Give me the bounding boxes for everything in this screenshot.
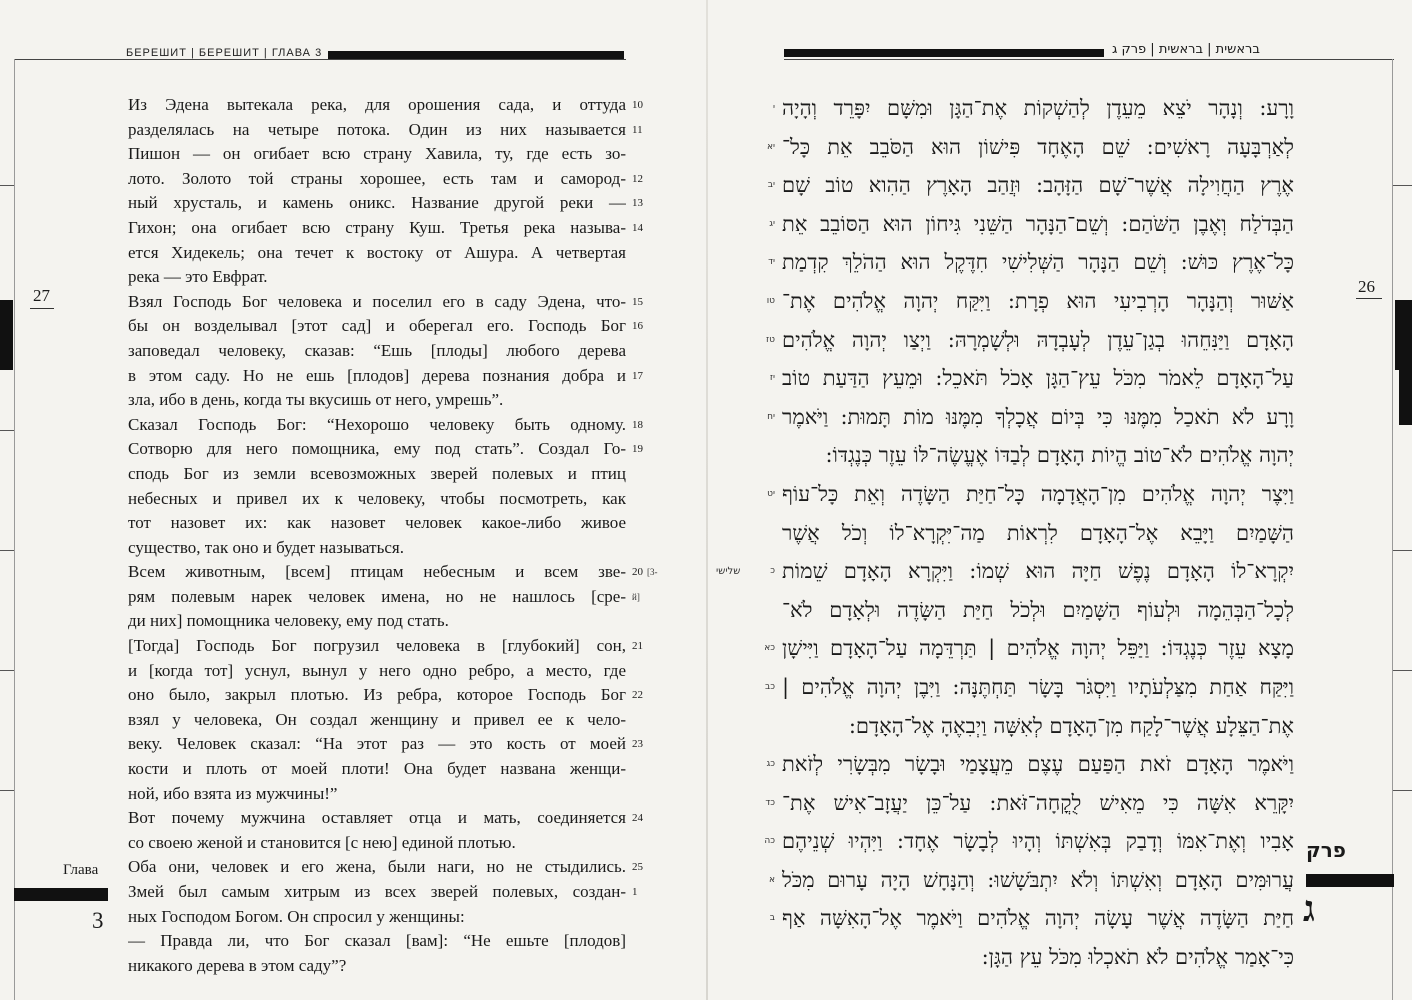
verse-number-value: 25 <box>632 861 643 874</box>
text-line: עַל־הָאָדָם לֵאמֹר מִכֹּל עֵץ־הַגָּן אָכֹל תֹּאכֵל: וּמֵעֵץ הַדַּעַת טוֹב <box>782 366 1294 391</box>
verse-number <box>632 413 662 438</box>
text-line: חַיַּת הַשָּׂדֶה אֲשֶׁר עָשָׂה יְהוָה אֱלֹהִים וַיֹּאמֶר אֶל־הָאִשָּׁה אַף <box>782 906 1294 931</box>
verse-number-value: 1 <box>632 886 638 898</box>
verse-number-value: 23 <box>632 738 643 751</box>
text-line: אָבִיו וְאֶת־אִמּוֹ וְדָבַק בְּאִשְׁתּוֹ וְהָיוּ לְבָשָׂר אֶחָד: וַיִּהְיוּ שְׁנֵיהֶם <box>782 829 1294 854</box>
verse-number <box>745 938 775 977</box>
text-line: וַיִּקַּח אַחַת מִצַּלְעֹתָיו וַיִּסְגֹּר בָּשָׂר תַּחְתֶּנָּה: וַיִּבֶן יְהוָה אֱלֹהִים | <box>782 674 1294 699</box>
text-line: אַשּׁוּר וְהַנָּהָר הָרְבִיעִי הוּא פְרָת: וַיִּקַּח יְהוָה אֱלֹהִים אֶת־ <box>782 288 1294 313</box>
verse-number <box>745 475 775 514</box>
verse-number <box>745 552 775 591</box>
text-line: ется Хидекель; она течет к востоку от Ашура. А четвертая <box>128 242 626 262</box>
right-page-number-rule <box>1356 298 1382 299</box>
verse-number <box>632 634 662 659</box>
text-line: оно было, закрыл плотью. Из ребра, которое Господь Бог <box>128 685 626 705</box>
chapter-number: 3 <box>92 908 104 933</box>
right-thumb-index-tab <box>1395 300 1412 370</box>
verse-number-value: יג <box>769 218 775 229</box>
verse-number <box>632 683 662 708</box>
text-line: взял у человека, Он создал женщину и привел ее к чело- <box>128 709 626 729</box>
verse-number <box>745 436 775 475</box>
verse-number <box>632 388 662 413</box>
right-edge-tick <box>1393 790 1412 791</box>
verse-number <box>745 745 775 784</box>
text-line: — Правда ли, что Бог сказал [вам]: “Не ешьте [плодов] <box>128 931 626 951</box>
text-line: со своею женой и становится [с нею] единой плотью. <box>128 832 516 852</box>
text-line: ной, ибо взята из мужчины!” <box>128 783 338 803</box>
right-thumb-index-tab <box>1399 370 1412 425</box>
text-line: וַיִּצֶר יְהוָה אֱלֹהִים מִן־הָאֲדָמָה כָּל־חַיַּת הַשָּׂדֶה וְאֵת כָּל־עוֹף <box>782 481 1294 506</box>
text-line: небесных и привел их к человеку, чтобы посмотреть, как <box>128 488 626 508</box>
verse-number <box>632 855 662 880</box>
aliyah-marker: שלישי <box>716 566 741 577</box>
verse-number-value: יא <box>766 141 775 152</box>
verse-number-value: יב <box>767 180 775 191</box>
verse-number <box>632 560 662 602</box>
text-line: וַיֹּאמֶר הָאָדָם זֹאת הַפַּעַם עֶצֶם מֵעֲצָמַי וּבָשָׂר מִבְּשָׂרִי לְזֹאת <box>782 752 1294 777</box>
text-line: Из Эдена вытекала река, для орошения сада, и оттуда <box>128 95 626 114</box>
text-line: Вот почему мужчина оставляет отца и мать, соединяется <box>128 808 626 828</box>
text-line: יִקְרָא־לוֹ הָאָדָם נֶפֶשׁ חַיָּה הוּא שְׁמוֹ: וַיִּקְרָא הָאָדָם שֵׁמוֹת <box>782 559 1294 584</box>
chapter-bar <box>14 888 108 901</box>
text-line: יְהוָה אֱלֹהִים לֹא־טוֹב הֱיוֹת הָאָדָם לְבַדּוֹ אֶעֱשֶׂה־לּוֹ עֵזֶר כְּנֶגְדּוֹ: <box>825 443 1294 468</box>
verse-number <box>632 831 662 856</box>
right-edge-tick <box>1393 185 1412 186</box>
text-line: разделялась на четыре потока. Один из них называется <box>128 119 626 139</box>
text-line: הַבְּדֹלַח וְאֶבֶן הַשֹּׁהַם: וְשֵׁם־הַנָּהָר הַשֵּׁנִי גִּיחוֹן הוּא הַסּוֹבֵב אֵת <box>782 211 1294 236</box>
verse-number <box>632 339 662 364</box>
reading-note: [3-й] <box>632 567 658 602</box>
verse-number-value: 18 <box>632 418 643 431</box>
verse-number <box>632 118 662 143</box>
verse-number <box>632 462 662 487</box>
text-line: כָּל־אֶרֶץ כּוּשׁ: וְשֵׁם הַנָּהָר הַשְּׁלִישִׁי חִדֶּקֶל הוּא הַהֹלֵךְ קִדְמַת <box>782 250 1294 275</box>
text-line: הַשָּׁמַיִם וַיָּבֵא אֶל־הָאָדָם לִרְאוֹת מַה־יִּקְרָא־לוֹ וְכֹל אֲשֶׁר <box>782 520 1294 545</box>
text-line: Гихон; она огибает всю страну Куш. Третья река называ- <box>128 217 626 237</box>
text-line: в этом саду. Но не ешь [плодов] дерева познания добра и <box>128 365 626 385</box>
text-line: тот назовет их: как назовет человек какое-либо живое <box>128 513 626 533</box>
verse-number <box>632 241 662 266</box>
verse-number-value: כא <box>764 643 775 654</box>
text-line: сподь Бог из земли всевозможных зверей полевых и птиц <box>128 463 626 483</box>
verse-number <box>632 609 662 634</box>
verse-number-value: יד <box>768 257 775 268</box>
left-page-number-rule <box>30 308 54 309</box>
text-line: וָרָע: וְנָהָר יֹצֵא מֵעֵדֶן לְהַשְׁקוֹת אֶת־הַגָּן וּמִשָּׁם יִפָּרֵד וְהָיָה <box>782 96 1294 120</box>
verse-number-value: יט <box>767 488 775 499</box>
verse-number-value: 10 <box>632 99 643 111</box>
text-line: Оба они, человек и его жена, были наги, но не стыдились. <box>128 857 626 877</box>
verse-number-value: 13 <box>632 197 643 210</box>
verse-number <box>632 142 662 167</box>
verse-number-value: 19 <box>632 443 643 456</box>
verse-number-value: יז <box>769 373 775 384</box>
text-line: עֲרוּמִּים הָאָדָם וְאִשְׁתּוֹ וְלֹא יִתְבֹּשָׁשׁוּ: וְהַנָּחָשׁ הָיָה עָרוּם מִכֹּל <box>782 867 1294 892</box>
text-line: Всем животным, [всем] птицам небесным и всем зве- <box>128 562 626 582</box>
right-frame-top-rule <box>784 59 1394 60</box>
verse-number <box>745 784 775 823</box>
verse-number <box>632 511 662 536</box>
verse-number <box>632 806 662 831</box>
book-spine <box>706 0 708 1000</box>
perek-label: פרק <box>1306 838 1346 862</box>
text-line: веку. Человек сказал: “На этот раз — это кость от моей <box>128 734 626 754</box>
text-line: יִקָּרֵא אִשָּׁה כִּי מֵאִישׁ לֻקֳחָה־זֹּאת: עַל־כֵּן יַעֲזָב־אִישׁ אֶת־ <box>782 790 1294 815</box>
verse-number <box>745 282 775 321</box>
text-line: אֶרֶץ הַחֲוִילָה אֲשֶׁר־שָׁם הַזָּהָב: וּזֲהַב הָאָרֶץ הַהִוא טוֹב שָׁם <box>782 173 1294 198</box>
text-line: ный хрусталь, и камень оникс. Название другой реки — <box>128 193 626 213</box>
verse-number <box>745 359 775 398</box>
text-line: кости и плоть от моей плоти! Она будет названа женщи- <box>128 759 626 779</box>
verse-number-value: 17 <box>632 369 643 382</box>
verse-number <box>745 629 775 668</box>
left-page-number: 27 <box>33 286 50 305</box>
text-line: לְכָל־הַבְּהֵמָה וּלְעוֹף הַשָּׁמַיִם וּלְכֹל חַיַּת הַשָּׂדֶה וּלְאָדָם לֹא־ <box>782 597 1294 622</box>
text-line: ди них] помощника человеку, ему под стать. <box>128 611 449 631</box>
verse-number-value: כ <box>770 566 775 577</box>
verse-number-value: 24 <box>632 812 643 825</box>
verse-number-value: טז <box>766 334 775 345</box>
verse-number-value: כה <box>764 836 775 847</box>
text-line: מָצָא עֵזֶר כְּנֶגְדּוֹ: וַיַּפֵּל יְהוָה אֱלֹהִים | תַּרְדֵּמָה עַל־הָאָדָם וַיִּישָׁן <box>782 636 1294 661</box>
text-line: река — это Евфрат. <box>128 267 268 287</box>
verse-number <box>632 732 662 757</box>
left-running-header: БЕРЕШИТ | БЕРЕШИТ | ГЛАВА 3 <box>126 47 323 59</box>
verse-number-value: 11 <box>632 123 643 136</box>
verse-number <box>632 437 662 462</box>
right-running-header: בראשית | בראשית | פרק ג <box>1112 42 1260 57</box>
verse-number-value: 12 <box>632 172 643 185</box>
verse-number-value: 16 <box>632 320 643 333</box>
text-line: לְאַרְבָּעָה רָאשִׁים: שֵׁם הָאֶחָד פִּישׁוֹן הוּא הַסֹּבֵב אֵת כָּל־ <box>782 134 1294 159</box>
verse-number <box>745 591 775 630</box>
verse-number <box>745 398 775 437</box>
text-line: Пишон — он огибает всю страну Хавила, ту, где есть зо- <box>128 144 626 164</box>
verse-number <box>632 536 662 561</box>
text-line: лото. Золото той страны хорошее, есть там и самород- <box>128 168 626 188</box>
left-frame-top-rule <box>14 59 626 60</box>
verse-number <box>745 243 775 282</box>
perek-letter: ג <box>1303 888 1315 930</box>
verse-number <box>632 487 662 512</box>
text-line: никакого дерева в этом саду”? <box>128 955 347 975</box>
left-edge-tick <box>0 790 14 791</box>
hebrew-verse-numbers <box>745 89 775 977</box>
verse-number-value: כג <box>766 759 775 770</box>
left-edge-tick <box>0 185 14 186</box>
text-line: Сказал Господь Бог: “Нехорошо человеку быть одному. <box>128 414 626 434</box>
left-edge-tick <box>0 430 14 431</box>
right-page-number: 26 <box>1358 277 1375 296</box>
verse-number <box>632 216 662 241</box>
left-header-bar <box>328 51 624 59</box>
text-line: Змей был самым хитрым из всех зверей полевых, создан- <box>128 882 626 901</box>
text-line: существо, так оно и будет называться. <box>128 537 404 557</box>
verse-number <box>745 861 775 900</box>
verse-number <box>745 321 775 360</box>
verse-number <box>632 708 662 733</box>
verse-number <box>632 290 662 315</box>
verse-number <box>632 929 662 954</box>
verse-number <box>745 89 775 128</box>
text-line: אֶת־הַצֵּלָע אֲשֶׁר־לָקַח מִן־הָאָדָם לְאִשָּׁה וַיְבִאֶהָ אֶל־הָאָדָם: <box>848 713 1294 738</box>
verse-number <box>745 668 775 707</box>
verse-number <box>632 265 662 290</box>
verse-number <box>632 364 662 389</box>
verse-number <box>745 205 775 244</box>
verse-number <box>632 93 662 118</box>
verse-number-value: 15 <box>632 295 643 308</box>
verse-number-value: 22 <box>632 689 643 702</box>
text-line: [Тогда] Господь Бог погрузил человека в [глубокий] сон, <box>128 636 626 656</box>
verse-number <box>745 514 775 553</box>
verse-number <box>632 314 662 339</box>
verse-number <box>632 167 662 192</box>
verse-number <box>632 954 662 979</box>
text-line: וָרָע לֹא תֹאכַל מִמֶּנּוּ כִּי בְּיוֹם אֲכָלְךָ מִמֶּנּוּ מוֹת תָּמוּת: וַיֹּאמֶר <box>782 404 1294 429</box>
verse-number <box>632 191 662 216</box>
perek-bar <box>1306 874 1394 887</box>
verse-number <box>745 899 775 938</box>
left-edge-tick <box>0 550 14 551</box>
text-line: כִּי־אָמַר אֱלֹהִים לֹא תֹאכְלוּ מִכֹּל עֵץ הַגָּן: <box>981 945 1294 970</box>
verse-number-value: יח <box>767 411 775 422</box>
verse-number-value: 21 <box>632 640 643 653</box>
right-frame-side-rule <box>1392 59 1393 1000</box>
verse-number-value: כב <box>765 681 775 692</box>
russian-verse-numbers <box>632 93 662 978</box>
verse-number-value: ב <box>769 913 775 924</box>
verse-number <box>632 880 662 905</box>
left-edge-tick <box>0 670 14 671</box>
verse-number <box>632 782 662 807</box>
right-edge-tick <box>1393 670 1412 671</box>
verse-number-value: כד <box>765 797 775 808</box>
hebrew-text-column <box>782 89 1294 977</box>
left-frame-side-rule <box>14 59 15 1000</box>
verse-number-value: א <box>768 874 775 885</box>
text-line: הָאָדָם וַיַּנִּחֵהוּ בְגַן־עֵדֶן לְעָבְדָהּ וּלְשָׁמְרָהּ: וַיְצַו יְהוָה אֱלֹהִים <box>782 327 1294 352</box>
verse-number-value: י <box>772 103 775 113</box>
chapter-label: Глава <box>63 862 99 878</box>
russian-text-column <box>128 93 626 978</box>
text-line: Сотворю для него помощника, ему под стать”. Создал Го- <box>128 439 626 459</box>
verse-number <box>632 905 662 930</box>
text-line: ных Господом Богом. Он спросил у женщины: <box>128 906 465 926</box>
text-line: Взял Господь Бог человека и поселил его в саду Эдена, что- <box>128 291 626 311</box>
verse-number <box>745 166 775 205</box>
text-line: зла, ибо в день, когда ты вкусишь от него, умрешь”. <box>128 390 504 410</box>
verse-number-value: 14 <box>632 221 643 234</box>
text-line: заповедал человеку, сказав: “Ешь [плоды] любого дерева <box>128 340 626 360</box>
right-edge-tick <box>1393 550 1412 551</box>
verse-number <box>745 822 775 861</box>
left-thumb-index-tab <box>0 300 13 370</box>
text-line: рям полевым нарек человек имена, но не нашлось [сре- <box>128 586 626 606</box>
verse-number <box>745 128 775 167</box>
verse-number <box>632 659 662 684</box>
verse-number <box>745 707 775 746</box>
verse-number <box>632 757 662 782</box>
text-line: бы он возделывал [этот сад] и оберегал его. Господь Бог <box>128 316 626 336</box>
text-line: и [когда тот] уснул, вынул у него одно ребро, а место, где <box>128 660 626 680</box>
right-header-bar <box>784 49 1104 57</box>
verse-number-value: 20 <box>632 566 643 579</box>
verse-number-value: טו <box>766 295 775 306</box>
